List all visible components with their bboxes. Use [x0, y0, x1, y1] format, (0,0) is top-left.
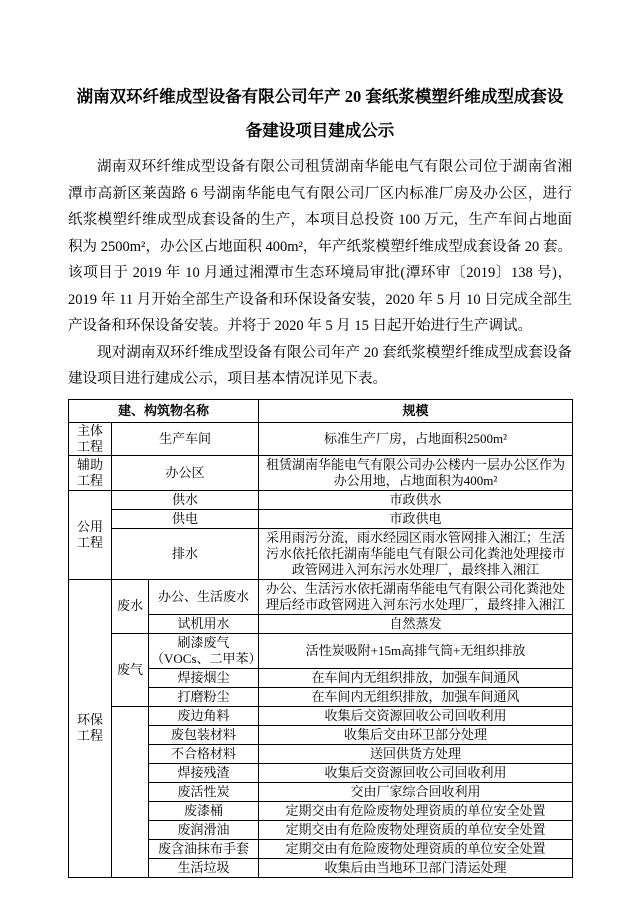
table-row — [69, 455, 573, 490]
group-label-main-works: 主体工程 — [69, 422, 112, 455]
item-name: 刷漆废气（VOCs、二甲苯） — [149, 633, 259, 668]
subgroup-label-solid-waste — [112, 706, 149, 877]
item-scale: 采用雨污分流，雨水经园区雨水管网排入湘江；生活污水依托依托湖南华能电气有限公司化粪池处理接市政管网进入河东污水处理厂，最终排入湘江 — [259, 528, 573, 579]
table-header-scale: 规模 — [259, 399, 573, 422]
item-name: 供电 — [112, 509, 259, 528]
item-scale: 定期交由有危险废物处理资质的单位安全处置 — [259, 801, 573, 820]
item-name: 供水 — [112, 490, 259, 509]
item-name: 废边角料 — [149, 706, 259, 725]
item-scale: 市政供水 — [259, 490, 573, 509]
group-label-auxiliary-works: 辅助工程 — [69, 455, 112, 490]
item-scale: 定期交由有危险废物处理资质的单位安全处置 — [259, 839, 573, 858]
item-name: 废活性炭 — [149, 782, 259, 801]
item-name: 废含油抹布手套 — [149, 839, 259, 858]
group-label-environmental-works: 环保工程 — [69, 579, 112, 877]
item-scale: 活性炭吸附+15m高排气筒+无组织排放 — [259, 633, 573, 668]
document-title: 湖南双环纤维成型设备有限公司年产 20 套纸浆模塑纤维成型成套设备建设项目建成公示 — [76, 87, 564, 140]
subgroup-label-wastewater: 废水 — [112, 579, 149, 633]
table-header-row — [69, 399, 573, 422]
item-scale: 在车间内无组织排放，加强车间通风 — [259, 687, 573, 706]
table-row — [69, 422, 573, 455]
item-scale: 标准生产厂房，占地面积2500m² — [259, 422, 573, 455]
table-row — [69, 706, 573, 725]
group-label-public-works: 公用工程 — [69, 490, 112, 579]
table-row — [69, 509, 573, 528]
item-name: 焊接烟尘 — [149, 668, 259, 687]
item-scale: 交由厂家综合回收利用 — [259, 782, 573, 801]
item-scale: 租赁湖南华能电气有限公司办公楼内一层办公区作为办公用地，占地面积为400m² — [259, 455, 573, 490]
item-scale: 收集后交由环卫部分处理 — [259, 725, 573, 744]
item-name: 不合格材料 — [149, 744, 259, 763]
table-row — [69, 528, 573, 579]
subgroup-label-waste-gas: 废气 — [112, 633, 149, 706]
paragraph-intro: 湖南双环纤维成型设备有限公司租赁湖南华能电气有限公司位于湖南省湘潭市高新区莱茵路 6 号湖南华能电气有限公司厂区内标准厂房及办公区，进行纸浆模塑纤维成型成套设备的生产，本项目总投资 100 万元，生产车间占地面积为 2500m²，办公区占地面积 400m²，年产纸浆模塑纤维成型成套设备 20 套。该项目于 2019 年 10 月通过湘潭市生态环境局审批(潭环审〔2019〕138 号)，2019 年 11 月开始全部生产设备和环保设备安装，2020 年 5 月 10 日完成全部生产设备和环保设备安装。并将于 2020 年 5 月 15 日起开始进行生产调试。 — [68, 159, 572, 334]
item-scale: 收集后交资源回收公司回收利用 — [259, 706, 573, 725]
table-row — [69, 579, 573, 614]
item-name: 排水 — [112, 528, 259, 579]
item-scale: 收集后交资源回收公司回收利用 — [259, 763, 573, 782]
table-row — [69, 633, 573, 668]
item-name: 办公区 — [112, 455, 259, 490]
item-name: 焊接残渣 — [149, 763, 259, 782]
item-scale: 在车间内无组织排放，加强车间通风 — [259, 668, 573, 687]
item-scale: 送回供货方处理 — [259, 744, 573, 763]
item-name: 废包装材料 — [149, 725, 259, 744]
paragraph-announcement: 现对湖南双环纤维成型设备有限公司年产 20 套纸浆模塑纤维成型成套设备建设项目进行建成公示，项目基本情况详见下表。 — [68, 344, 572, 387]
table-row — [69, 490, 573, 509]
item-scale: 定期交由有危险废物处理资质的单位安全处置 — [259, 820, 573, 839]
item-name: 生活垃圾 — [149, 858, 259, 877]
project-info-table — [68, 399, 573, 878]
item-name: 试机用水 — [149, 614, 259, 633]
item-scale: 收集后由当地环卫部门清运处理 — [259, 858, 573, 877]
item-name: 打磨粉尘 — [149, 687, 259, 706]
item-name: 废润滑油 — [149, 820, 259, 839]
item-name: 办公、生活废水 — [149, 579, 259, 614]
item-scale: 办公、生活污水依托湖南华能电气有限公司化粪池处理后经市政管网进入河东污水处理厂，最终排入湘江 — [259, 579, 573, 614]
table-header-name: 建、构筑物名称 — [69, 399, 259, 422]
item-name: 废漆桶 — [149, 801, 259, 820]
item-name: 生产车间 — [112, 422, 259, 455]
item-scale: 市政供电 — [259, 509, 573, 528]
item-scale: 自然蒸发 — [259, 614, 573, 633]
